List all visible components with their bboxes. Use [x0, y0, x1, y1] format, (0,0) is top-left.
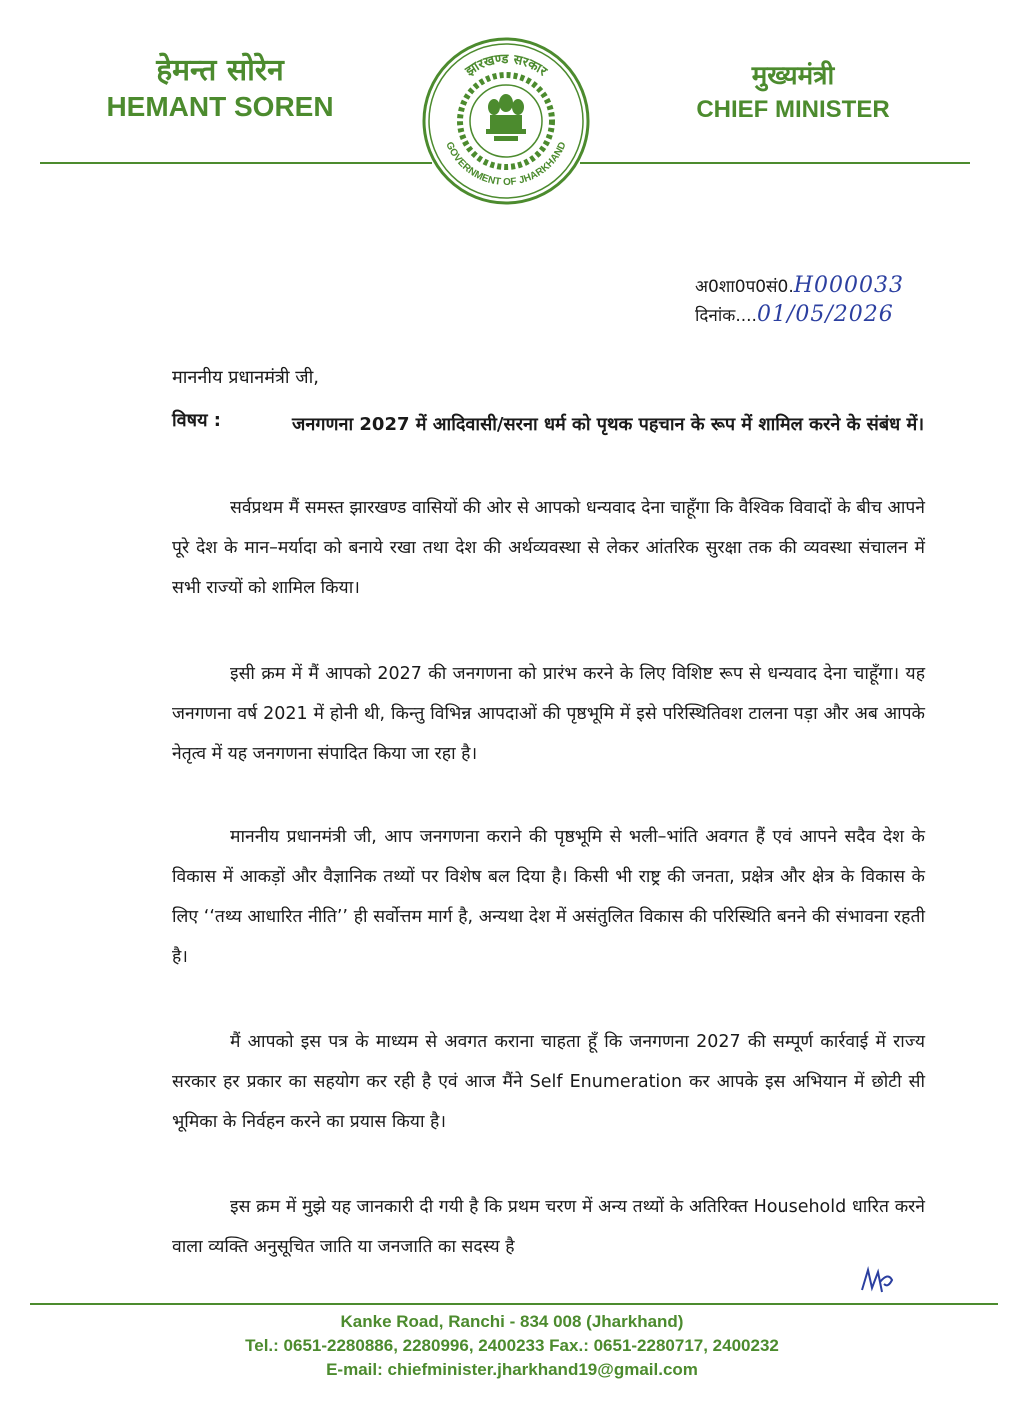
svg-text:झारखण्ड सरकार — [462, 52, 550, 80]
reference-number-label: अ0शा0प0सं0 — [695, 277, 789, 297]
header-rule-right — [580, 162, 970, 164]
body-paragraph-5: इस क्रम में मुझे यह जानकारी दी गयी है कि प्रथम चरण में अन्य तथ्यों के अतिरिक्त Household धारित करने वाला व्यक्ति अनुसूचित जाति या जनजाति का सदस्य है — [172, 1197, 925, 1257]
footer-rule — [30, 1303, 998, 1305]
designation-block — [688, 58, 898, 126]
seal-bottom-text: GOVERNMENT OF JHARKHAND — [443, 140, 569, 189]
reference-date-label: दिनांक — [695, 306, 736, 326]
footer-contact-block — [0, 1310, 1024, 1382]
body-paragraph-4: मैं आपको इस पत्र के माध्यम से अवगत कराना चाहता हूँ कि जनगणना 2027 की सम्पूर्ण कार्रवाई में राज्य सरकार हर प्रकार का सहयोग कर रही है एवं आज मैंने Self Enumeration कर आपके इस अभियान में छोटी सी भूमिका के निर्वहन करने का प्रयास किया है। — [172, 1032, 925, 1132]
header-rule-left — [40, 162, 432, 164]
sender-name-block — [95, 52, 345, 124]
salutation: माननीय प्रधानमंत्री जी, — [172, 367, 320, 388]
reference-block — [695, 272, 904, 330]
reference-number-line: अ0शा0प0सं0.H000033 — [695, 273, 904, 298]
body-paragraph-3: माननीय प्रधानमंत्री जी, आप जनगणना कराने की पृष्ठभूमि से भली–भांति अवगत हैं एवं आपने सदैव देश के विकास में आकड़ों और वैज्ञानिक तथ्यों पर विशेष बल दिया है। किसी भी राष्ट्र की जनता, प्रक्षेत्र और क्षेत्र के विकास के लिए ‘‘तथ्य आधारित नीति’’ ही सर्वोत्तम मार्ग है, अन्यथा देश में असंतुलित विकास की परिस्थिति बनने की संभावना रहती है। — [172, 827, 925, 967]
reference-date-line: दिनांक....01/05/2026 — [695, 302, 894, 327]
handwritten-initials — [858, 1262, 898, 1302]
seal-top-text: झारखण्ड सरकार — [462, 51, 550, 80]
reference-number-value: H000033 — [793, 273, 904, 298]
footer-email: E-mail: chiefminister.jharkhand19@gmail.com — [326, 1360, 698, 1379]
subject-label: विषय : — [172, 410, 221, 431]
government-seal — [420, 35, 592, 207]
subject-text: जनगणना 2027 में आदिवासी/सरना धर्म को पृथक पहचान के रूप में शामिल करने के संबंध में। — [292, 414, 925, 435]
sender-name-hindi: हेमन्त सोरेन — [156, 53, 284, 88]
body-paragraph-2: इसी क्रम में मैं आपको 2027 की जनगणना को प्रारंभ करने के लिए विशिष्ट रूप से धन्यवाद देना चाहूँगा। यह जनगणना वर्ष 2021 में होनी थी, किन्तु विभिन्न आपदाओं की पृष्ठभूमि में इसे परिस्थितिवश टालना पड़ा और अब आपके नेतृत्व में यह जनगणना संपादित किया जा रहा है। — [172, 664, 925, 764]
designation-english: CHIEF MINISTER — [696, 96, 890, 123]
designation-hindi: मुख्यमंत्री — [751, 61, 835, 91]
footer-phones: Tel.: 0651-2280886, 2280996, 2400233 Fax.: 0651-2280717, 2400232 — [245, 1336, 779, 1355]
footer-address: Kanke Road, Ranchi - 834 008 (Jharkhand) — [340, 1312, 684, 1331]
sender-name-english: HEMANT SOREN — [106, 91, 334, 122]
reference-date-value: 01/05/2026 — [756, 302, 894, 327]
state-emblem-icon — [486, 94, 526, 141]
body-paragraph-1: सर्वप्रथम मैं समस्त झारखण्ड वासियों की ओर से आपको धन्यवाद देना चाहूँगा कि वैश्विक विवादों के बीच आपने पूरे देश के मान–मर्यादा को बनाये रखा तथा देश की अर्थव्यवस्था से लेकर आंतरिक सुरक्षा तक की व्यवस्था संचालन में सभी राज्यों को शामिल किया। — [172, 498, 925, 598]
